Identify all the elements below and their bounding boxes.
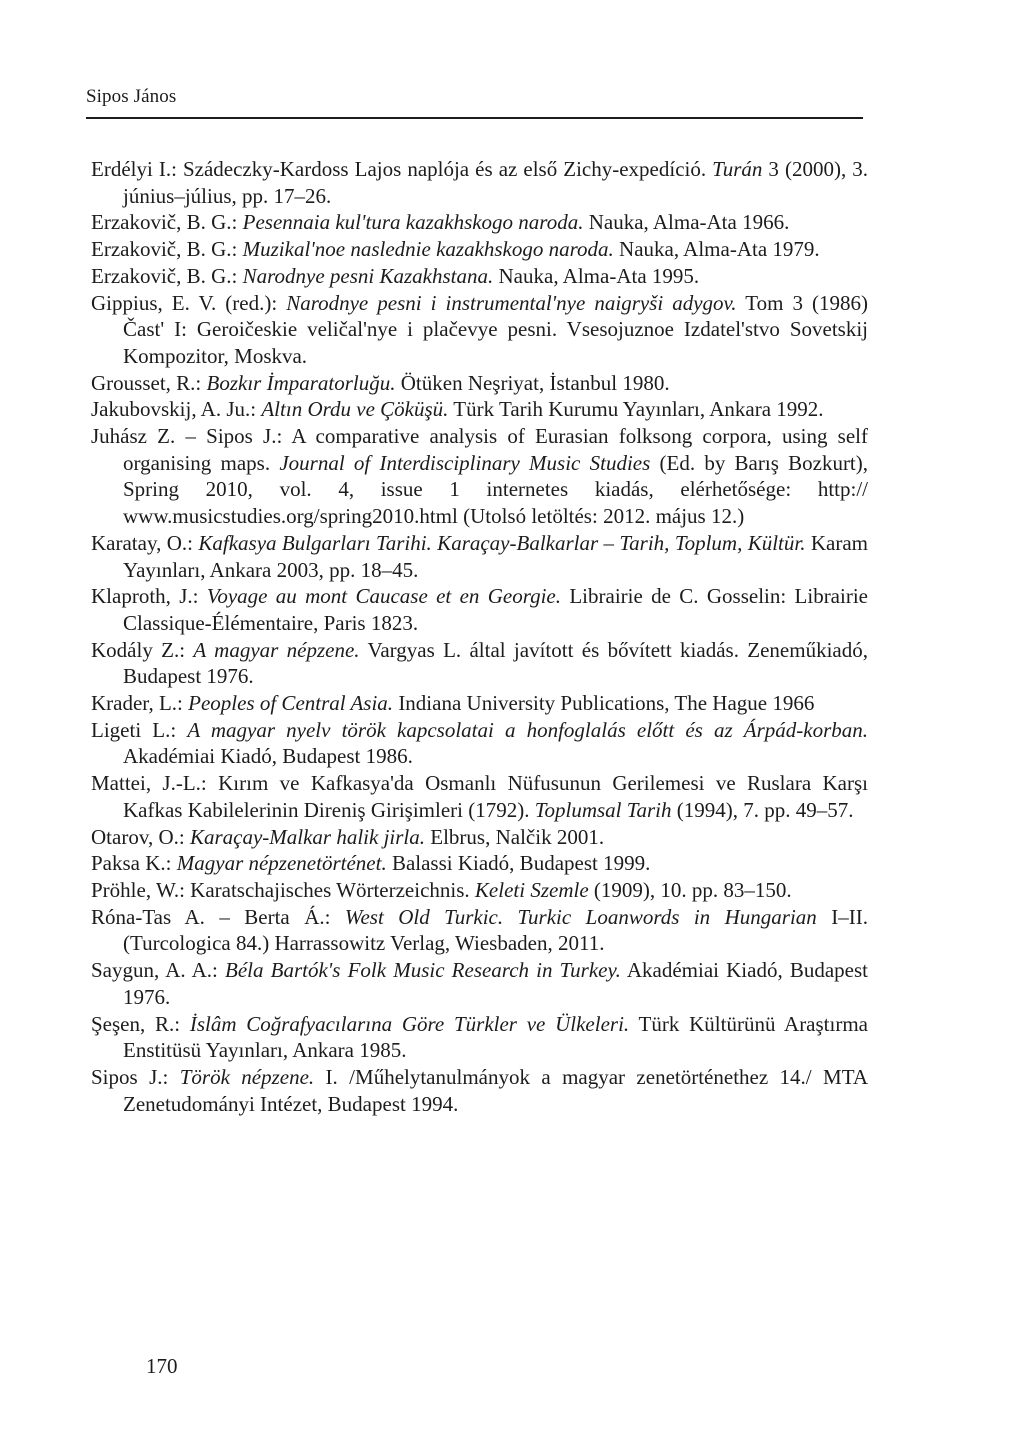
- reference-title: Voyage au mont Caucase et en Georgie.: [206, 584, 562, 609]
- reference-entry: [91, 637, 868, 690]
- reference-text: Ligeti L.:: [91, 717, 188, 742]
- reference-title: Narodnye pesni Kazakhstana.: [242, 263, 494, 288]
- reference-text: Erdélyi I.: Szádeczky-Kardoss Lajos naplója és az első Zichy-expedíció.: [91, 157, 713, 181]
- reference-entry: [91, 877, 868, 904]
- reference-entry: [91, 263, 868, 290]
- running-head: Sipos János: [86, 86, 177, 107]
- reference-title: Keleti Szemle: [474, 877, 589, 902]
- reference-text: (1909), 10. pp. 83–150.: [588, 877, 792, 902]
- reference-entry: [91, 904, 868, 957]
- reference-text: Karatay, O.:: [91, 530, 199, 555]
- reference-text: Paksa K.:: [91, 851, 177, 876]
- reference-title: Journal of Interdisciplinary Music Studies: [279, 450, 651, 475]
- reference-text: Elbrus, Nalčik 2001.: [425, 824, 605, 849]
- reference-entry: [91, 1011, 868, 1064]
- reference-text: Ötüken Neşriyat, İstanbul 1980.: [395, 370, 670, 395]
- reference-text: Nauka, Alma-Ata 1995.: [493, 263, 700, 288]
- reference-text: Akadémiai Kiadó, Budapest 1976.: [123, 958, 868, 1009]
- reference-title: Kafkasya Bulgarları Tarihi. Karaçay-Balkarlar – Tarih, Toplum, Kültür.: [198, 530, 806, 555]
- reference-title: Magyar népzenetörténet.: [176, 851, 387, 876]
- reference-text: (Ed. by Barış Bozkurt), Spring 2010, vol. 4, issue 1 internetes kiadás, elérhetősége: http:// www.musicstudies.org/spring2010.html (Utolsó letöltés: 2012. május 12.): [123, 450, 869, 529]
- reference-title: Karaçay-Malkar halik jirla.: [189, 824, 426, 849]
- reference-entry: [91, 370, 868, 397]
- reference-text: Róna-Tas A. – Berta Á.:: [91, 904, 345, 929]
- reference-entry: [91, 1064, 868, 1117]
- reference-text: Pröhle, W.: Karatschajisches Wörterzeichnis.: [91, 877, 475, 902]
- reference-title: Muzikal'noe naslednie kazakhskogo naroda.: [242, 237, 614, 262]
- reference-title: Turán: [712, 157, 763, 181]
- reference-entry: [91, 583, 868, 636]
- reference-text: Karam Yayınları, Ankara 2003, pp. 18–45.: [123, 530, 869, 582]
- reference-text: Vargyas L. által javított és bővített kiadás. Zeneműkiadó, Budapest 1976.: [123, 637, 868, 689]
- reference-title: Toplumsal Tarih: [534, 797, 672, 822]
- reference-text: 3 (2000), 3. június–július, pp. 17–26.: [123, 157, 868, 208]
- reference-entry: [91, 530, 868, 583]
- reference-title: Pesennaia kul'tura kazakhskogo naroda.: [242, 210, 584, 235]
- reference-entry: [91, 824, 868, 851]
- reference-text: Balassi Kiadó, Budapest 1999.: [386, 851, 651, 876]
- reference-text: Erzakovič, B. G.:: [91, 263, 243, 288]
- reference-entry: [91, 957, 868, 1010]
- reference-text: Türk Kültürünü Araştırma Enstitüsü Yayınları, Ankara 1985.: [123, 1011, 868, 1063]
- reference-title: Bozkır İmparatorluğu.: [206, 370, 396, 395]
- reference-text: Erzakovič, B. G.:: [91, 237, 243, 262]
- reference-text: Erzakovič, B. G.:: [91, 210, 243, 235]
- reference-text: I–II. (Turcologica 84.) Harrassowitz Verlag, Wiesbaden, 2011.: [123, 904, 868, 956]
- reference-text: Juhász Z. – Sipos J.: A comparative analysis of Eurasian folksong corpora, using self organising maps.: [91, 424, 868, 475]
- reference-entry: [91, 156, 868, 209]
- reference-text: Saygun, A. A.:: [91, 958, 226, 983]
- reference-text: Gippius, E. V. (red.):: [91, 290, 287, 315]
- reference-entry: [91, 850, 868, 877]
- reference-text: Krader, L.:: [91, 691, 189, 716]
- reference-text: Otarov, O.:: [91, 824, 190, 849]
- reference-text: Tom 3 (1986) Čast' I: Geroičeskie veličal'nye i plačevye pesni. Vsesojuznoe Izdatel'stvo Sovetskij Kompozitor, Moskva.: [123, 290, 868, 368]
- reference-text: Klaproth, J.:: [91, 584, 207, 609]
- reference-entry: [91, 236, 868, 263]
- reference-title: A magyar nyelv török kapcsolatai a honfoglalás előtt és az Árpád-korban.: [187, 717, 868, 742]
- reference-title: Altın Ordu ve Çöküşü.: [261, 397, 449, 422]
- reference-text: Türk Tarih Kurumu Yayınları, Ankara 1992.: [448, 397, 824, 422]
- reference-title: A magyar népzene.: [193, 637, 360, 662]
- reference-entry: [91, 209, 868, 236]
- reference-text: Kodály Z.:: [91, 637, 194, 662]
- reference-text: Librairie de C. Gosselin: Librairie Classique-Élémentaire, Paris 1823.: [123, 584, 868, 635]
- reference-text: Mattei, J.-L.: Kırım ve Kafkasya'da Osmanlı Nüfusunun Gerilemesi ve Ruslara Karşı Kafkas Kabilelerinin Direniş Girişimleri (1792).: [91, 771, 868, 822]
- reference-list: [91, 156, 868, 1117]
- reference-text: Nauka, Alma-Ata 1966.: [583, 210, 790, 235]
- reference-entry: [91, 290, 868, 370]
- reference-text: Sipos J.:: [91, 1064, 180, 1089]
- page-number: 170: [146, 1354, 178, 1378]
- reference-title: Béla Bartók's Folk Music Research in Turkey.: [225, 958, 621, 983]
- reference-entry: [91, 396, 868, 423]
- reference-entry: [91, 770, 868, 823]
- reference-text: I. /Műhelytanulmányok a magyar zenetörténethez 14./ MTA Zenetudományi Intézet, Budapest 1994.: [123, 1064, 869, 1116]
- reference-title: Narodnye pesni i instrumental'nye naigryši adygov.: [286, 290, 737, 315]
- reference-text: Nauka, Alma-Ata 1979.: [613, 237, 820, 262]
- reference-text: Indiana University Publications, The Hague 1966: [393, 691, 815, 716]
- reference-text: Jakubovskij, A. Ju.:: [91, 397, 262, 422]
- reference-entry: [91, 690, 868, 717]
- reference-entry: [91, 423, 868, 530]
- reference-title: Török népzene.: [179, 1064, 315, 1089]
- reference-text: Şeşen, R.:: [91, 1011, 190, 1036]
- header-rule: [86, 117, 863, 119]
- reference-title: İslâm Coğrafyacılarına Göre Türkler ve Ülkeleri.: [189, 1011, 630, 1036]
- reference-text: (1994), 7. pp. 49–57.: [671, 797, 854, 822]
- reference-entry: [91, 717, 868, 770]
- reference-text: Akadémiai Kiadó, Budapest 1986.: [123, 744, 413, 769]
- reference-title: Peoples of Central Asia.: [188, 691, 394, 716]
- reference-title: West Old Turkic. Turkic Loanwords in Hungarian: [344, 904, 817, 929]
- reference-text: Grousset, R.:: [91, 370, 207, 395]
